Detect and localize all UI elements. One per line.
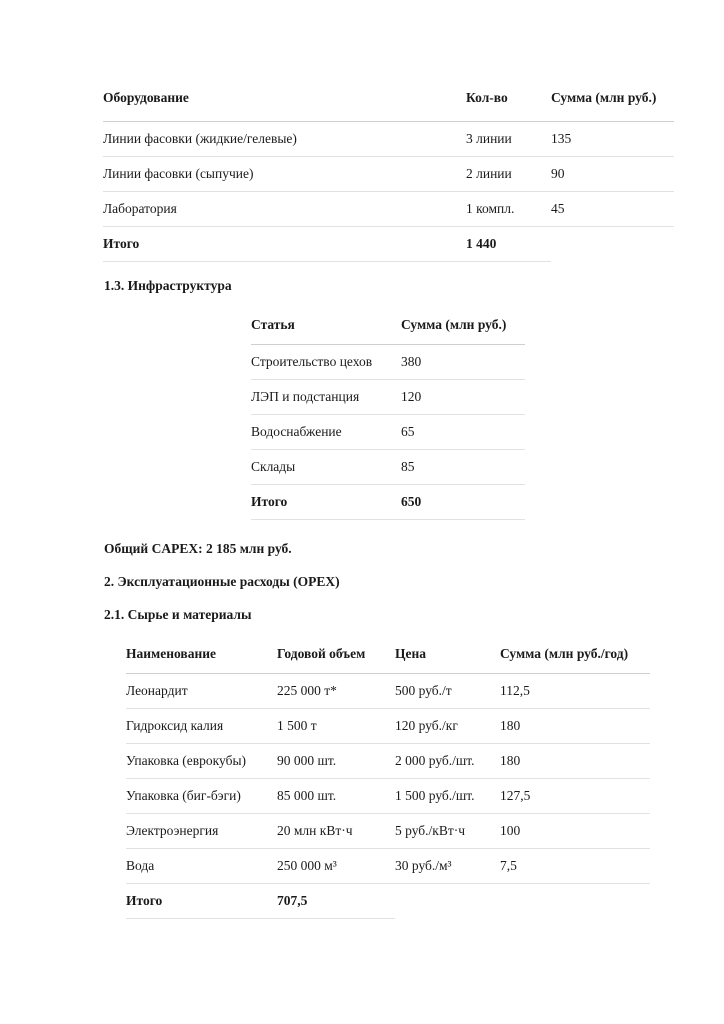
table-row (251, 414, 525, 449)
table-row (126, 708, 650, 743)
cell-volume: 225 000 т* (277, 673, 395, 708)
cell-total-label: Итого (126, 883, 277, 918)
cell-name: Линии фасовки (сыпучие) (103, 156, 466, 191)
cell-name: Лаборатория (103, 191, 466, 226)
cell-price: 30 руб./м³ (395, 848, 500, 883)
table-row (126, 673, 650, 708)
cell-total-qty: 1 440 (466, 226, 551, 261)
cell-sum: 120 (401, 379, 525, 414)
cell-name: Гидроксид калия (126, 708, 277, 743)
cell-sum: 380 (401, 344, 525, 379)
cell-total-sum: 650 (401, 484, 525, 519)
raw-materials-table (126, 636, 650, 919)
column-header-item: Статья (251, 307, 401, 344)
table-total-row (103, 226, 674, 261)
cell-price: 5 руб./кВт·ч (395, 813, 500, 848)
table-total-row (251, 484, 525, 519)
table-row (251, 449, 525, 484)
cell-sum: 180 (500, 743, 650, 778)
capex-total: Общий CAPEX: 2 185 млн руб. (104, 541, 292, 556)
table-header-row (126, 636, 650, 673)
section-heading-raw-materials: 2.1. Сырье и материалы (104, 607, 252, 622)
cell-volume: 85 000 шт. (277, 778, 395, 813)
cell-item: Склады (251, 449, 401, 484)
table-row (126, 848, 650, 883)
table-row (103, 156, 674, 191)
cell-price: 1 500 руб./шт. (395, 778, 500, 813)
cell-volume: 20 млн кВт·ч (277, 813, 395, 848)
cell-name: Вода (126, 848, 277, 883)
column-header-volume: Годовой объем (277, 636, 395, 673)
column-header-sum: Сумма (млн руб./год) (500, 636, 650, 673)
cell-qty: 2 линии (466, 156, 551, 191)
cell-name: Упаковка (еврокубы) (126, 743, 277, 778)
table-total-row (126, 883, 650, 918)
infrastructure-table (251, 307, 525, 520)
table-row (126, 813, 650, 848)
cell-item: Водоснабжение (251, 414, 401, 449)
table-row (103, 191, 674, 226)
cell-name: Леонардит (126, 673, 277, 708)
cell-sum: 127,5 (500, 778, 650, 813)
table-row (103, 121, 674, 156)
table-row (126, 743, 650, 778)
cell-sum: 135 (551, 121, 674, 156)
cell-name: Упаковка (биг-бэги) (126, 778, 277, 813)
cell-price: 500 руб./т (395, 673, 500, 708)
column-header-quantity: Кол-во (466, 75, 551, 121)
table-row (251, 379, 525, 414)
table-header-row (103, 75, 674, 121)
cell-total-volume: 707,5 (277, 883, 395, 918)
cell-sum: 45 (551, 191, 674, 226)
cell-volume: 90 000 шт. (277, 743, 395, 778)
column-header-equipment: Оборудование (103, 75, 466, 121)
cell-sum: 85 (401, 449, 525, 484)
cell-price: 120 руб./кг (395, 708, 500, 743)
column-header-name: Наименование (126, 636, 277, 673)
cell-qty: 3 линии (466, 121, 551, 156)
table-row (126, 778, 650, 813)
cell-total-sum (500, 883, 650, 918)
table-header-row (251, 307, 525, 344)
cell-price: 2 000 руб./шт. (395, 743, 500, 778)
cell-sum: 112,5 (500, 673, 650, 708)
cell-total-label: Итого (251, 484, 401, 519)
cell-total-label: Итого (103, 226, 466, 261)
cell-sum: 65 (401, 414, 525, 449)
table-row (251, 344, 525, 379)
cell-volume: 250 000 м³ (277, 848, 395, 883)
cell-sum: 180 (500, 708, 650, 743)
cell-name: Линии фасовки (жидкие/гелевые) (103, 121, 466, 156)
cell-qty: 1 компл. (466, 191, 551, 226)
cell-sum: 7,5 (500, 848, 650, 883)
column-header-price: Цена (395, 636, 500, 673)
cell-name: Электроэнергия (126, 813, 277, 848)
cell-total-sum (551, 226, 674, 261)
cell-total-price (395, 883, 500, 918)
cell-volume: 1 500 т (277, 708, 395, 743)
cell-sum: 100 (500, 813, 650, 848)
column-header-sum: Сумма (млн руб.) (401, 307, 525, 344)
column-header-sum: Сумма (млн руб.) (551, 75, 674, 121)
equipment-table (103, 75, 674, 262)
section-heading-opex: 2. Эксплуатационные расходы (OPEX) (104, 574, 340, 589)
cell-item: ЛЭП и подстанция (251, 379, 401, 414)
section-heading-infrastructure: 1.3. Инфраструктура (104, 278, 232, 293)
cell-item: Строительство цехов (251, 344, 401, 379)
cell-sum: 90 (551, 156, 674, 191)
